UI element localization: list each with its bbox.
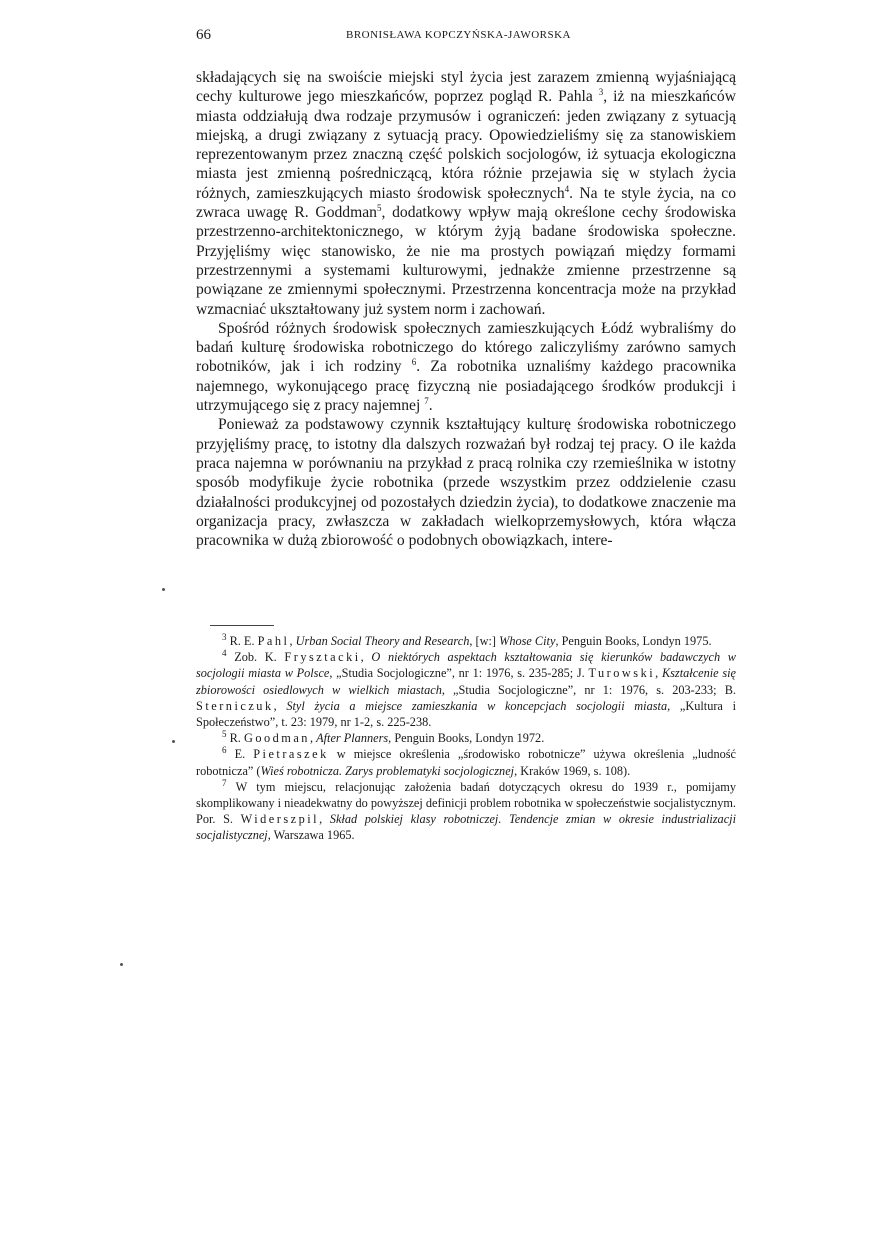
footnote-text: , [273,698,287,713]
footnote-ref: 4 [564,183,570,194]
paragraph-text: . [428,397,433,415]
footnote-ref: 5 [376,202,382,213]
footnote-number: 3 [222,631,227,642]
footnote-text: w miejsce określenia „środowisko robotnicze” używa określenia „ludność robotnicza” ( [196,747,736,778]
footnotes [196,633,736,844]
footnote-text: , [319,812,330,827]
footnote-number: 5 [222,729,227,740]
footnote-text: R. [229,731,244,746]
page-number: 66 [196,27,211,43]
scan-speck [172,740,175,743]
paragraph-text: . Za robotnika uznaliśmy każdego pracownika najemnego, wykonującego pracę fizyczną nie posiadającego środków produkcji i utrzymującego się z pracy najemnej [196,358,737,415]
running-head: BRONISŁAWA KOPCZYŃSKA-JAWORSKA [346,29,572,41]
footnote-title: Whose City [499,634,556,648]
footnote-6 [196,746,736,778]
footnote-title: Kształcenie się zbiorowości osiedlowych w wielkich miastach [196,666,736,697]
footnote-text: , [655,666,662,681]
footnote-author: Pahl [257,634,290,648]
footnote-title: Urban Social Theory and Research [295,634,470,648]
footnote-title: Skład polskiej klasy robotniczej. Tendencje zmian w okresie industrializacji socjalistycznej [196,812,736,843]
footnote-4 [196,649,736,730]
paragraph-2 [196,319,736,415]
footnote-text: , Kraków 1969, s. 108). [514,763,631,778]
footnote-text: Zob. K. [234,650,285,665]
footnote-number: 6 [222,745,227,756]
paragraph-1 [196,68,736,319]
footnote-author: Pietraszek [253,747,329,762]
footnote-text: , [360,650,372,665]
paragraph-text: . Na te style życia, na co zwraca uwagę R. Goddman [196,184,736,222]
footnote-text: , Penguin Books, Londyn 1972. [388,731,545,746]
scan-speck [120,963,123,966]
footnote-text: W tym miejscu, relacjonując założenia badań dotyczących okresu do 1939 r., pomijamy skomplikowany i nieadekwatny do powyższej definicji problem robotnika w społeczeństwie socjalistycznym. Por. S. [196,779,736,827]
footnote-3 [196,633,736,649]
footnote-text: , [289,634,296,648]
paragraph-text: Ponieważ za podstawowy czynnik kształtujący kulturę środowiska robotniczego przyjęliśmy pracę, to istotny dla dalszych rozważań był rodzaj tej pracy. O ile każda praca najemna w porównaniu na przykład z pracą rolnika czy rzemieślnika w istotny sposób modyfikuje życie robotnika (przede wszystkim przez oddzielenie czasu działalności produkcyjnej od pozostałych dziedzin życia), to dodatkowe znaczenie ma organizacja pracy, zwłaszcza w zakładach wielkoprzemysłowych, która włącza pracownika w dużą zbiorowość o podobnych obowiązkach, intere- [196,416,736,550]
footnote-text: , Penguin Books, Londyn 1975. [555,634,712,648]
footnote-number: 4 [222,648,227,659]
footnote-text: , [w:] [469,634,500,648]
paragraph-text: , iż na mieszkańców miasta oddziałują dwa rodzaje przymusów i ograniczeń: jeden związany z sytuacją miejską, a drugi związany z sytuacją pracy. Opowiedzieliśmy się za stanowiskiem reprezentowanym przez znaczną część polskich socjologów, iż sytuacja ekologiczna miasta jest zmienną pośredniczącą, która różnie przejawia się w stylach życia różnych, zamieszkujących miasto środowisk społecznych [196,88,736,202]
footnote-author: Frysztacki [284,650,361,665]
footnote-author: Goodman [243,731,310,746]
footnote-title: Wieś robotnicza. Zarys problematyki socjologicznej [260,763,515,778]
footnote-title: O niektórych aspektach kształtowania się kierunków badawczych w socjologii miasta w Polsce [196,650,736,681]
scan-speck [162,588,165,591]
footnote-author: Widerszpil [240,812,320,827]
footnote-author: Turowski [588,666,656,681]
footnote-text: , „Kultura i Społeczeństwo”, t. 23: 1979, nr 1-2, s. 225-238. [196,698,736,730]
paragraph-text: Spośród różnych środowisk społecznych zamieszkujących Łódź wybraliśmy do badań kulturę środowiska robotniczego do którego zaliczyliśmy zarówno samych robotników, jak i ich rodziny [196,319,736,376]
footnote-text: , Warszawa 1965. [267,828,355,843]
paragraph-text: , dodatkowy wpływ mają określone cechy środowiska przestrzenno-architektonicznego, w którym żyją badane środowiska społeczne. Przyjęliśmy więc stanowisko, że nie ma prostych powiązań między formami przestrzennymi a systemami kulturowymi, jednakże zmienne przestrzenne są powiązane ze zmiennymi społecznymi. Przestrzenna koncentracja może na przykład wzmacniać ukształtowany już system norm i zachowań. [196,204,736,318]
paragraph-3 [196,415,736,550]
footnote-ref: 3 [598,87,604,98]
footnote-text: , [309,731,317,746]
footnote-title: Styl życia a miejsce zamieszkania w koncepcjach socjologii miasta [286,698,668,713]
footnote-title: After Planners [316,731,389,746]
footnote-text: E. [234,747,254,762]
footnote-ref: 7 [424,395,429,406]
footnote-divider [210,625,274,626]
paragraph-text: składających się na swoiście miejski styl życia jest zarazem zmienną wyjaśniającą cechy kulturowe jego mieszkańców, poprzez pogląd R. Pahla [196,69,736,106]
footnote-text: , „Studia Socjologiczne”, nr 1: 1976, s. 203-233; B. [441,682,736,697]
body-text [196,68,736,550]
footnote-text: R. E. [229,634,258,648]
footnote-text: , „Studia Socjologiczne”, nr 1: 1976, s. 235-285; J. [329,666,589,681]
footnote-author: Sterniczuk [196,698,274,713]
footnote-number: 7 [222,777,227,788]
footnote-5 [196,730,736,746]
footnote-ref: 6 [411,357,417,368]
footnote-7 [196,779,736,844]
